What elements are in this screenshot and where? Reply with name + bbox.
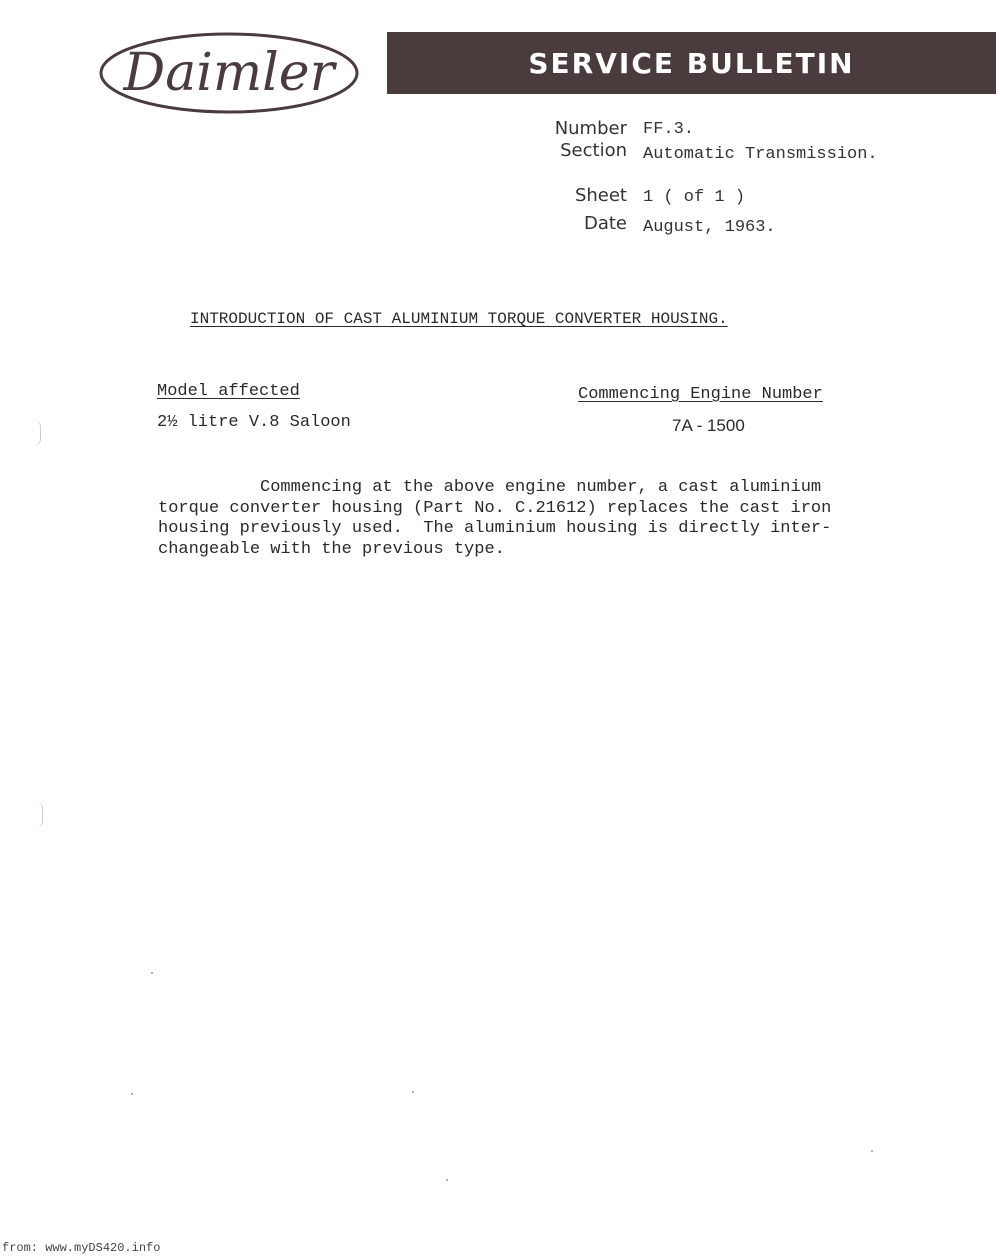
body-line: Commencing at the above engine number, a cast aluminium <box>158 478 822 497</box>
section-value: Automatic Transmission. <box>643 145 878 164</box>
banner-title: SERVICE BULLETIN <box>528 46 855 80</box>
scan-edge-mark <box>34 420 41 446</box>
scan-speck <box>871 1150 873 1152</box>
logo-text: Daimler <box>123 43 335 103</box>
number-value: FF.3. <box>643 120 695 139</box>
model-heading: Model affected <box>157 382 300 401</box>
scan-speck <box>131 1093 133 1095</box>
body-line: torque converter housing (Part No. C.21612) replaces the cast iron <box>158 498 832 518</box>
date-value: August, 1963. <box>643 218 776 237</box>
scan-speck <box>151 972 153 974</box>
engine-heading: Commencing Engine Number <box>578 385 823 404</box>
body-line: changeable with the previous type. <box>158 539 505 559</box>
bulletin-title: INTRODUCTION OF CAST ALUMINIUM TORQUE CONVERTER HOUSING. <box>190 310 728 328</box>
section-label: Section <box>560 140 627 161</box>
bulletin-body <box>158 478 858 560</box>
daimler-logo <box>98 28 360 118</box>
sheet-value: 1 ( of 1 ) <box>643 188 746 207</box>
model-value: 2½ litre V.8 Saloon <box>157 413 351 432</box>
sheet-label: Sheet <box>574 185 627 206</box>
service-bulletin-banner <box>387 32 996 94</box>
date-label: Date <box>583 213 627 234</box>
scan-edge-mark <box>36 802 43 828</box>
scan-speck <box>412 1091 414 1093</box>
number-label: Number <box>554 118 627 139</box>
body-line: housing previously used. The aluminium housing is directly inter- <box>158 519 832 539</box>
engine-value: 7A - 1500 <box>672 416 745 435</box>
source-footer: from: www.myDS420.info <box>2 1241 161 1255</box>
scan-speck <box>446 1179 448 1181</box>
